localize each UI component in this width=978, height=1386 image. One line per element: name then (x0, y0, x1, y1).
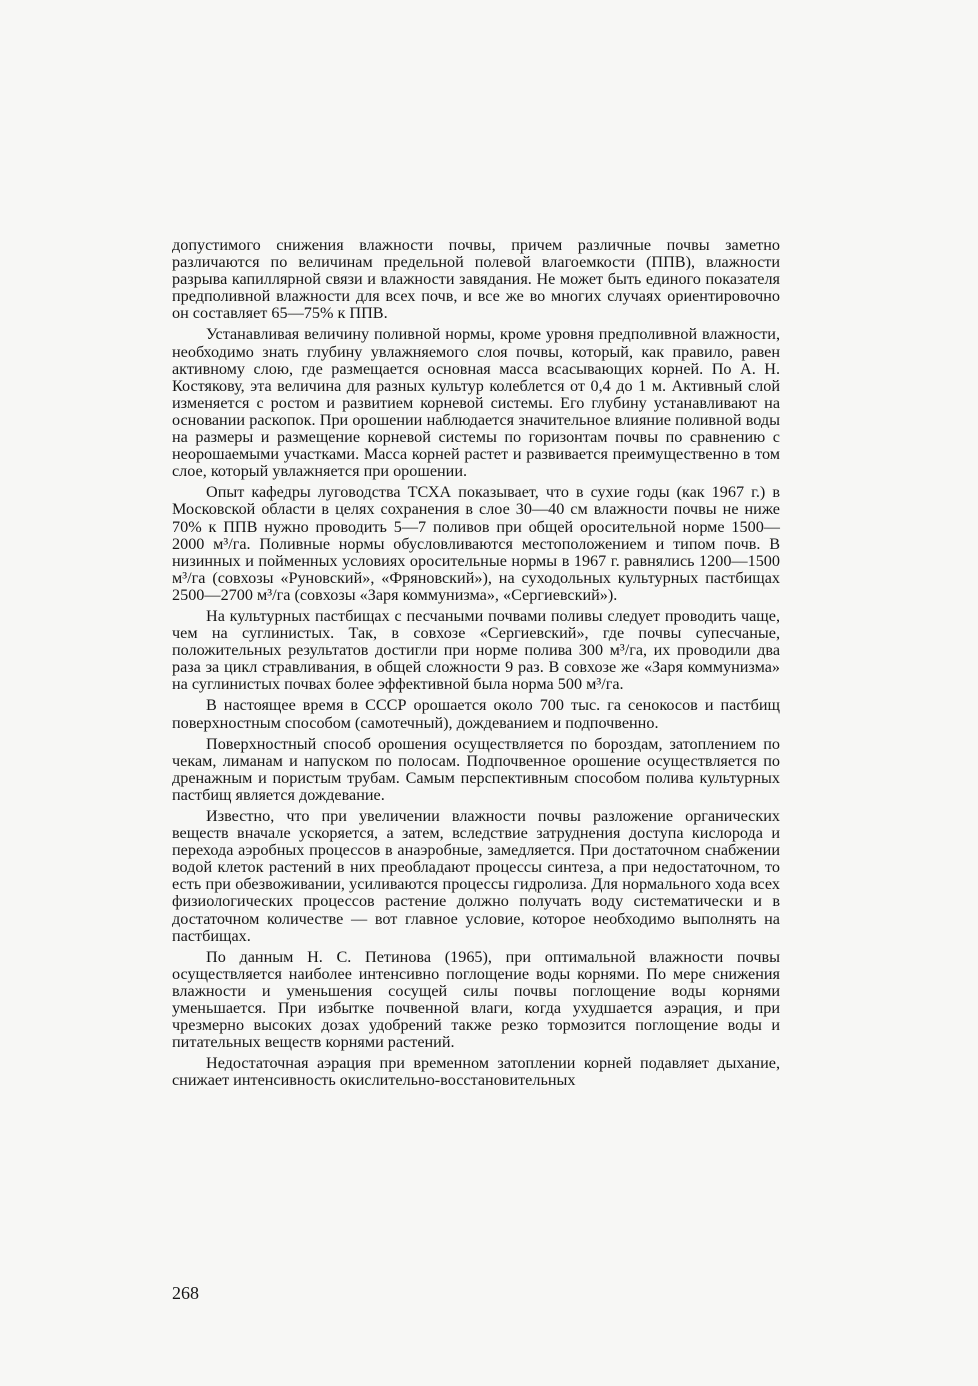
page-number: 268 (172, 1283, 199, 1303)
paragraph-3: Опыт кафедры луговодства ТСХА показывает, что в сухие годы (как 1967 г.) в Московской области в целях сохранения в слое 30—40 см влажности почвы не ниже 70% к ППВ нужно проводить 5—7 поливов при общей оросительной норме 1500—2000 м³/га. Поливные нормы обусловливаются местоположением и типом почв. В низинных и пойменных условиях оросительные нормы в 1967 г. равнялись 1200—1500 м³/га (совхозы «Руновский», «Фряновский»), на суходольных культурных пастбищах 2500—2700 м³/га (совхозы «Заря коммунизма», «Сергиевский»). (172, 483, 780, 604)
paragraph-2: Устанавливая величину поливной нормы, кроме уровня предполивной влажности, необходимо знать глубину увлажняемого слоя почвы, который, как правило, равен активному слою, где размещается основная масса всасывающих корней. По А. Н. Костякову, эта величина для разных культур колеблется от 0,4 до 1 м. Активный слой изменяется с ростом и развитием корневой системы. Его глубину устанавливают на основании раскопок. При орошении наблюдается значительное влияние поливной воды на размеры и размещение корневой системы по горизонтам почвы по сравнению с неорошаемыми участками. Масса корней растет и развивается преимущественно в том слое, который увлажняется при орошении. (172, 325, 780, 481)
paragraph-8: По данным Н. С. Петинова (1965), при оптимальной влажности почвы осуществляется наиболее интенсивно поглощение воды корнями. По мере снижения влажности и уменьшения сосущей силы почвы поглощение воды корнями уменьшается. При избытке почвенной влаги, когда ухудшается аэрация, и при чрезмерно высоких дозах удобрений также резко тормозится поглощение воды и питательных веществ корнями растений. (172, 947, 780, 1052)
paragraph-4: На культурных пастбищах с песчаными почвами поливы следует проводить чаще, чем на суглинистых. Так, в совхозе «Сергиевский», где почвы супесчаные, положительных результатов достигли при норме полива 300 м³/га, их проводили два раза за цикл стравливания, в общей сложности 9 раз. В совхозе же «Заря коммунизма» на суглинистых почвах более эффективной была норма 500 м³/га. (172, 606, 780, 694)
paragraph-9: Недостаточная аэрация при временном затоплении корней подавляет дыхание, снижает интенсивность окислительно-восстановительных (172, 1054, 780, 1090)
paragraph-5: В настоящее время в СССР орошается около 700 тыс. га сенокосов и пастбищ поверхностным способом (самотечный), дождеванием и подпочвенно. (172, 696, 780, 732)
paragraph-7: Известно, что при увеличении влажности почвы разложение органических веществ вначале ускоряется, а затем, вследствие затруднения доступа кислорода и перехода аэробных процессов в анаэробные, замедляется. При достаточном снабжении водой клеток растений в них преобладают процессы синтеза, а при недостаточном, то есть при обезвоживании, усиливаются процессы гидролиза. Для нормального хода всех физиологических процессов растение должно получать воду систематически и в достаточном количестве — вот главное условие, которое необходимо выполнять на пастбищах. (172, 807, 780, 945)
paragraph-6: Поверхностный способ орошения осуществляется по бороздам, затоплением по чекам, лиманам и напуском по полосам. Подпочвенное орошение осуществляется по дренажным и пористым трубам. Самым перспективным способом полива культурных пастбищ является дождевание. (172, 734, 780, 804)
paragraph-1: допустимого снижения влажности почвы, причем различные почвы заметно различаются по величинам предельной полевой влагоемкости (ППВ), влажности разрыва капиллярной связи и влажности завядания. Не может быть единого показателя предполивной влажности для всех почв, и все же во многих случаях ориентировочно он составляет 65—75% к ППВ. (172, 236, 780, 323)
body-text (172, 237, 780, 1094)
